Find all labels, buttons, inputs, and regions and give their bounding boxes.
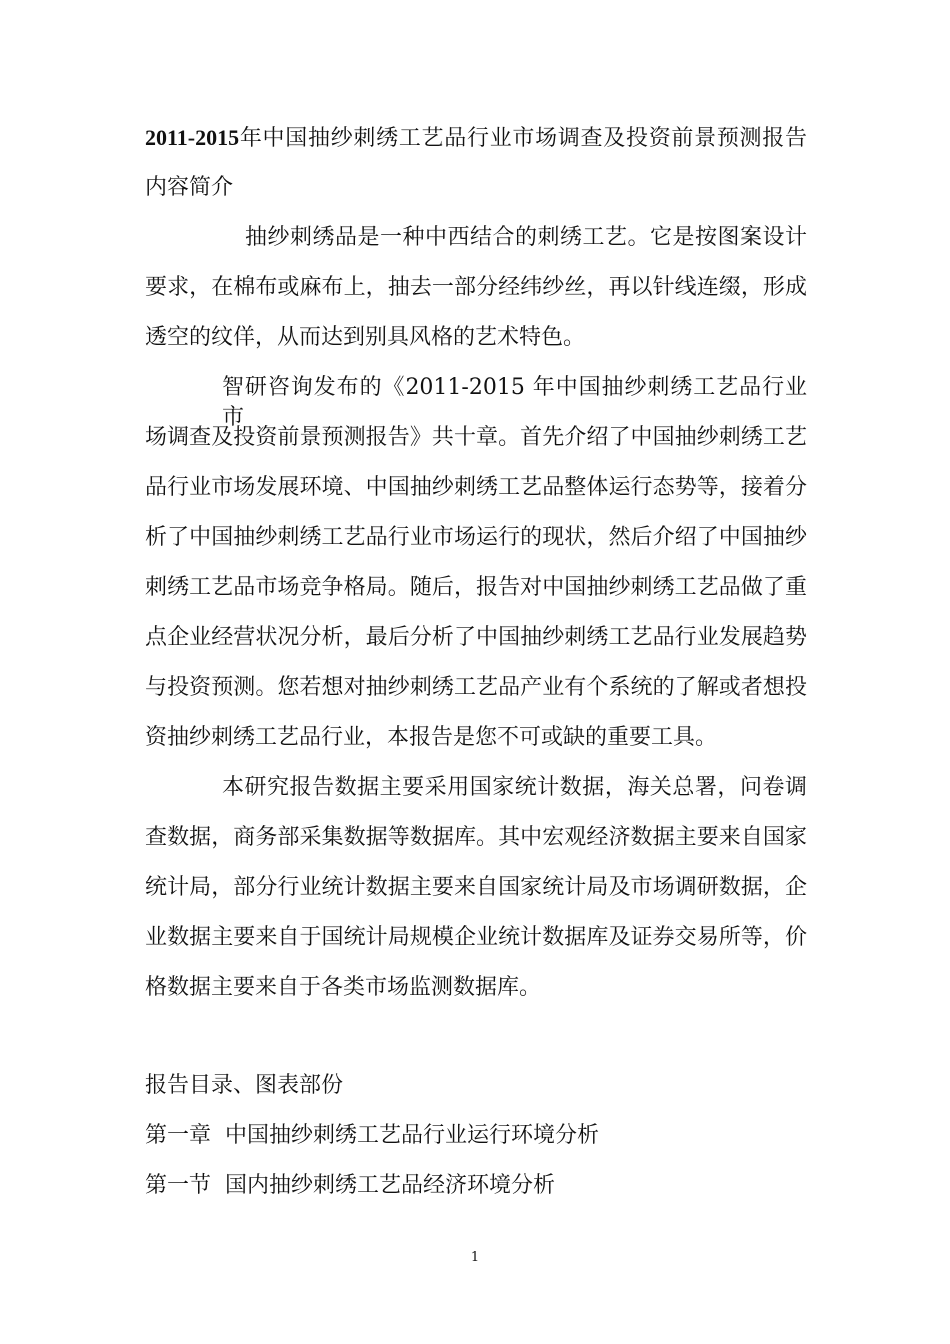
para2-line-3: 析了中国抽纱刺绣工艺品行业市场运行的现状，然后介绍了中国抽纱 — [145, 525, 807, 550]
para2-line-2: 品行业市场发展环境、中国抽纱刺绣工艺品整体运行态势等，接着分 — [145, 475, 807, 500]
para3-line-2: 统计局，部分行业统计数据主要来自国家统计局及市场调研数据，企 — [145, 875, 807, 900]
page-number: 1 — [470, 1250, 480, 1265]
para3-line-0: 本研究报告数据主要采用国家统计数据，海关总署，问卷调 — [222, 775, 807, 800]
para1-line-1: 要求，在棉布或麻布上，抽去一部分经纬纱丝，再以针线连缀，形成 — [145, 275, 807, 300]
para2-line-7: 资抽纱刺绣工艺品行业，本报告是您不可或缺的重要工具。 — [145, 725, 718, 750]
toc-item-chapter-1: 第一章 中国抽纱刺绣工艺品行业运行环境分析 — [145, 1123, 599, 1148]
para3-line-1: 查数据，商务部采集数据等数据库。其中宏观经济数据主要来自国家 — [145, 825, 807, 850]
section-intro-heading: 内容简介 — [145, 175, 234, 200]
report-title — [145, 123, 807, 154]
title-text: 年中国抽纱刺绣工艺品行业市场调查及投资前景预测报告 — [239, 126, 807, 151]
toc-heading: 报告目录、图表部份 — [145, 1073, 344, 1098]
title-year-range: 2011-2015 — [145, 125, 240, 150]
para2-line-6: 与投资预测。您若想对抽纱刺绣工艺品产业有个系统的了解或者想投 — [145, 675, 807, 700]
para2-line-1: 场调查及投资前景预测报告》共十章。首先介绍了中国抽纱刺绣工艺 — [145, 425, 807, 450]
toc-item-section-1: 第一节 国内抽纱刺绣工艺品经济环境分析 — [145, 1173, 555, 1198]
para1-line-0: 抽纱刺绣品是一种中西结合的刺绣工艺。它是按图案设计 — [245, 225, 807, 250]
para2-line-5: 点企业经营状况分析，最后分析了中国抽纱刺绣工艺品行业发展趋势 — [145, 625, 807, 650]
para1-line-2: 透空的纹佯，从而达到别具风格的艺术特色。 — [145, 325, 586, 350]
para3-line-3: 业数据主要来自于国统计局规模企业统计数据库及证券交易所等，价 — [145, 925, 807, 950]
para2-line-0: 智研咨询发布的《2011-2015 年中国抽纱刺绣工艺品行业市 — [222, 375, 807, 430]
para3-line-4: 格数据主要来自于各类市场监测数据库。 — [145, 975, 542, 1000]
para2-line-4: 刺绣工艺品市场竞争格局。随后，报告对中国抽纱刺绣工艺品做了重 — [145, 575, 807, 600]
